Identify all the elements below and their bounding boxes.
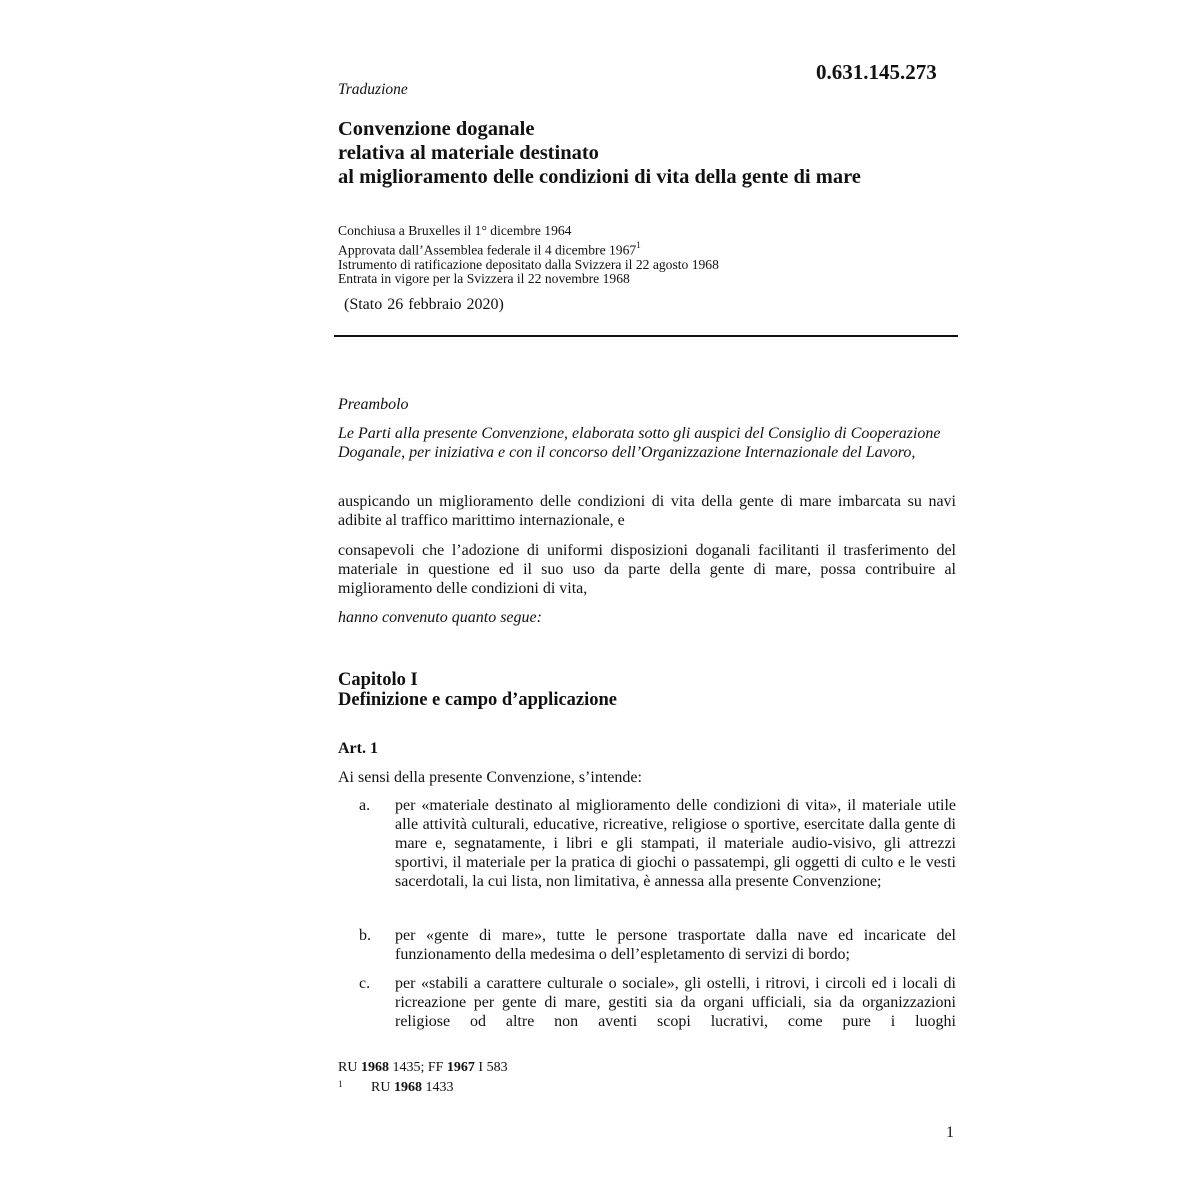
preamble-title: Preambolo [338, 396, 409, 413]
preamble-closing: hanno convenuto quanto segue: [338, 609, 542, 626]
footnote-text: 1435; FF [388, 1060, 447, 1075]
meta-ratification: Istrumento di ratificazione depositato dalla Svizzera il 22 agosto 1968 [338, 256, 719, 272]
meta-in-force: Entrata in vigore per la Svizzera il 22 novembre 1968 [338, 271, 630, 287]
footnote-mark: 1 [338, 1079, 343, 1089]
list-item-letter: a. [359, 797, 371, 814]
footnote-text: RU [371, 1080, 394, 1095]
article-heading: Art. 1 [338, 740, 378, 757]
footnote-ref-1[interactable]: 1 [636, 239, 641, 250]
page-number: 1 [946, 1124, 954, 1141]
footnote-text: 1433 [421, 1080, 454, 1095]
footnote-year: 1967 [446, 1060, 475, 1075]
list-item-text: per «stabili a carattere culturale o sociale», gli ostelli, i ritrovi, i circoli ed i locali di ricreazione per gente di mare, gestiti sia da organi ufficiali, sia da organizzazioni religiose od altre non aventi scopi lucrativi, come pure i luoghi [395, 975, 956, 1030]
list-item-letter: b. [359, 927, 371, 944]
meta-approved-line [338, 239, 719, 258]
footnote-1 [338, 1080, 453, 1096]
preamble-parties: Le Parti alla presente Convenzione, elaborata sotto gli auspici del Consiglio di Cooperazione Doganale, per iniziativa e con il concorso dell’Organizzazione Internazionale del Lavoro, [338, 425, 941, 461]
footnote-year: 1968 [360, 1060, 389, 1075]
list-item [338, 796, 956, 891]
list-item-text: per «gente di mare», tutte le persone trasportate dalla nave ed incaricate del funzionamento della medesima o dell’espletamento di servizi di bordo; [395, 927, 956, 963]
chapter-number: Capitolo I [338, 670, 418, 690]
document-title [338, 117, 861, 189]
list-item-letter: c. [359, 975, 371, 992]
footnote-text: RU [338, 1060, 361, 1075]
status-date: (Stato 26 febbraio 2020) [344, 296, 504, 313]
title-line-3: al miglioramento delle condizioni di vita della gente di mare [338, 166, 861, 188]
meta-concluded: Conchiusa a Bruxelles il 1° dicembre 1964 [338, 223, 572, 238]
header-divider [334, 335, 958, 337]
chapter-heading [338, 670, 617, 710]
footnote-year: 1968 [393, 1080, 422, 1095]
document-metadata [338, 224, 719, 287]
meta-approved: Approvata dall’Assemblea federale il 4 dicembre 1967 [338, 242, 637, 258]
preamble-paragraph-1: auspicando un miglioramento delle condizioni di vita della gente di mare imbarcata su navi adibite al traffico marittimo internazionale, e [338, 493, 956, 529]
title-line-1: Convenzione doganale [338, 118, 535, 140]
chapter-title: Definizione e campo d’applicazione [338, 690, 618, 710]
list-item [338, 974, 956, 1031]
translation-label: Traduzione [338, 81, 408, 98]
footnote-text: I 583 [474, 1060, 508, 1075]
list-item [338, 926, 956, 964]
title-line-2: relativa al materiale destinato [338, 142, 599, 164]
footnote-publication-ref [338, 1060, 508, 1076]
list-item-text: per «materiale destinato al miglioramento delle condizioni di vita», il materiale utile alle attività culturali, educative, ricreative, religiose o sportive, esercitate dalla gente di mare e, segnatamente, i libri e gli stampati, il materiale audio-visivo, gli attrezzi sportivi, il materiale per la pratica di giochi o passatempi, gli oggetti di culto e le vesti sacerdotali, la cui lista, non limitativa, è annessa alla presente Convenzione; [395, 797, 956, 890]
preamble-paragraph-2: consapevoli che l’adozione di uniformi disposizioni doganali facilitanti il trasferimento del materiale in questione ed il suo uso da parte della gente di mare, possa contribuire al miglioramento delle condizioni di vita, [338, 542, 956, 597]
article-intro: Ai sensi della presente Convenzione, s’intende: [338, 769, 642, 786]
sr-number: 0.631.145.273 [816, 60, 937, 84]
